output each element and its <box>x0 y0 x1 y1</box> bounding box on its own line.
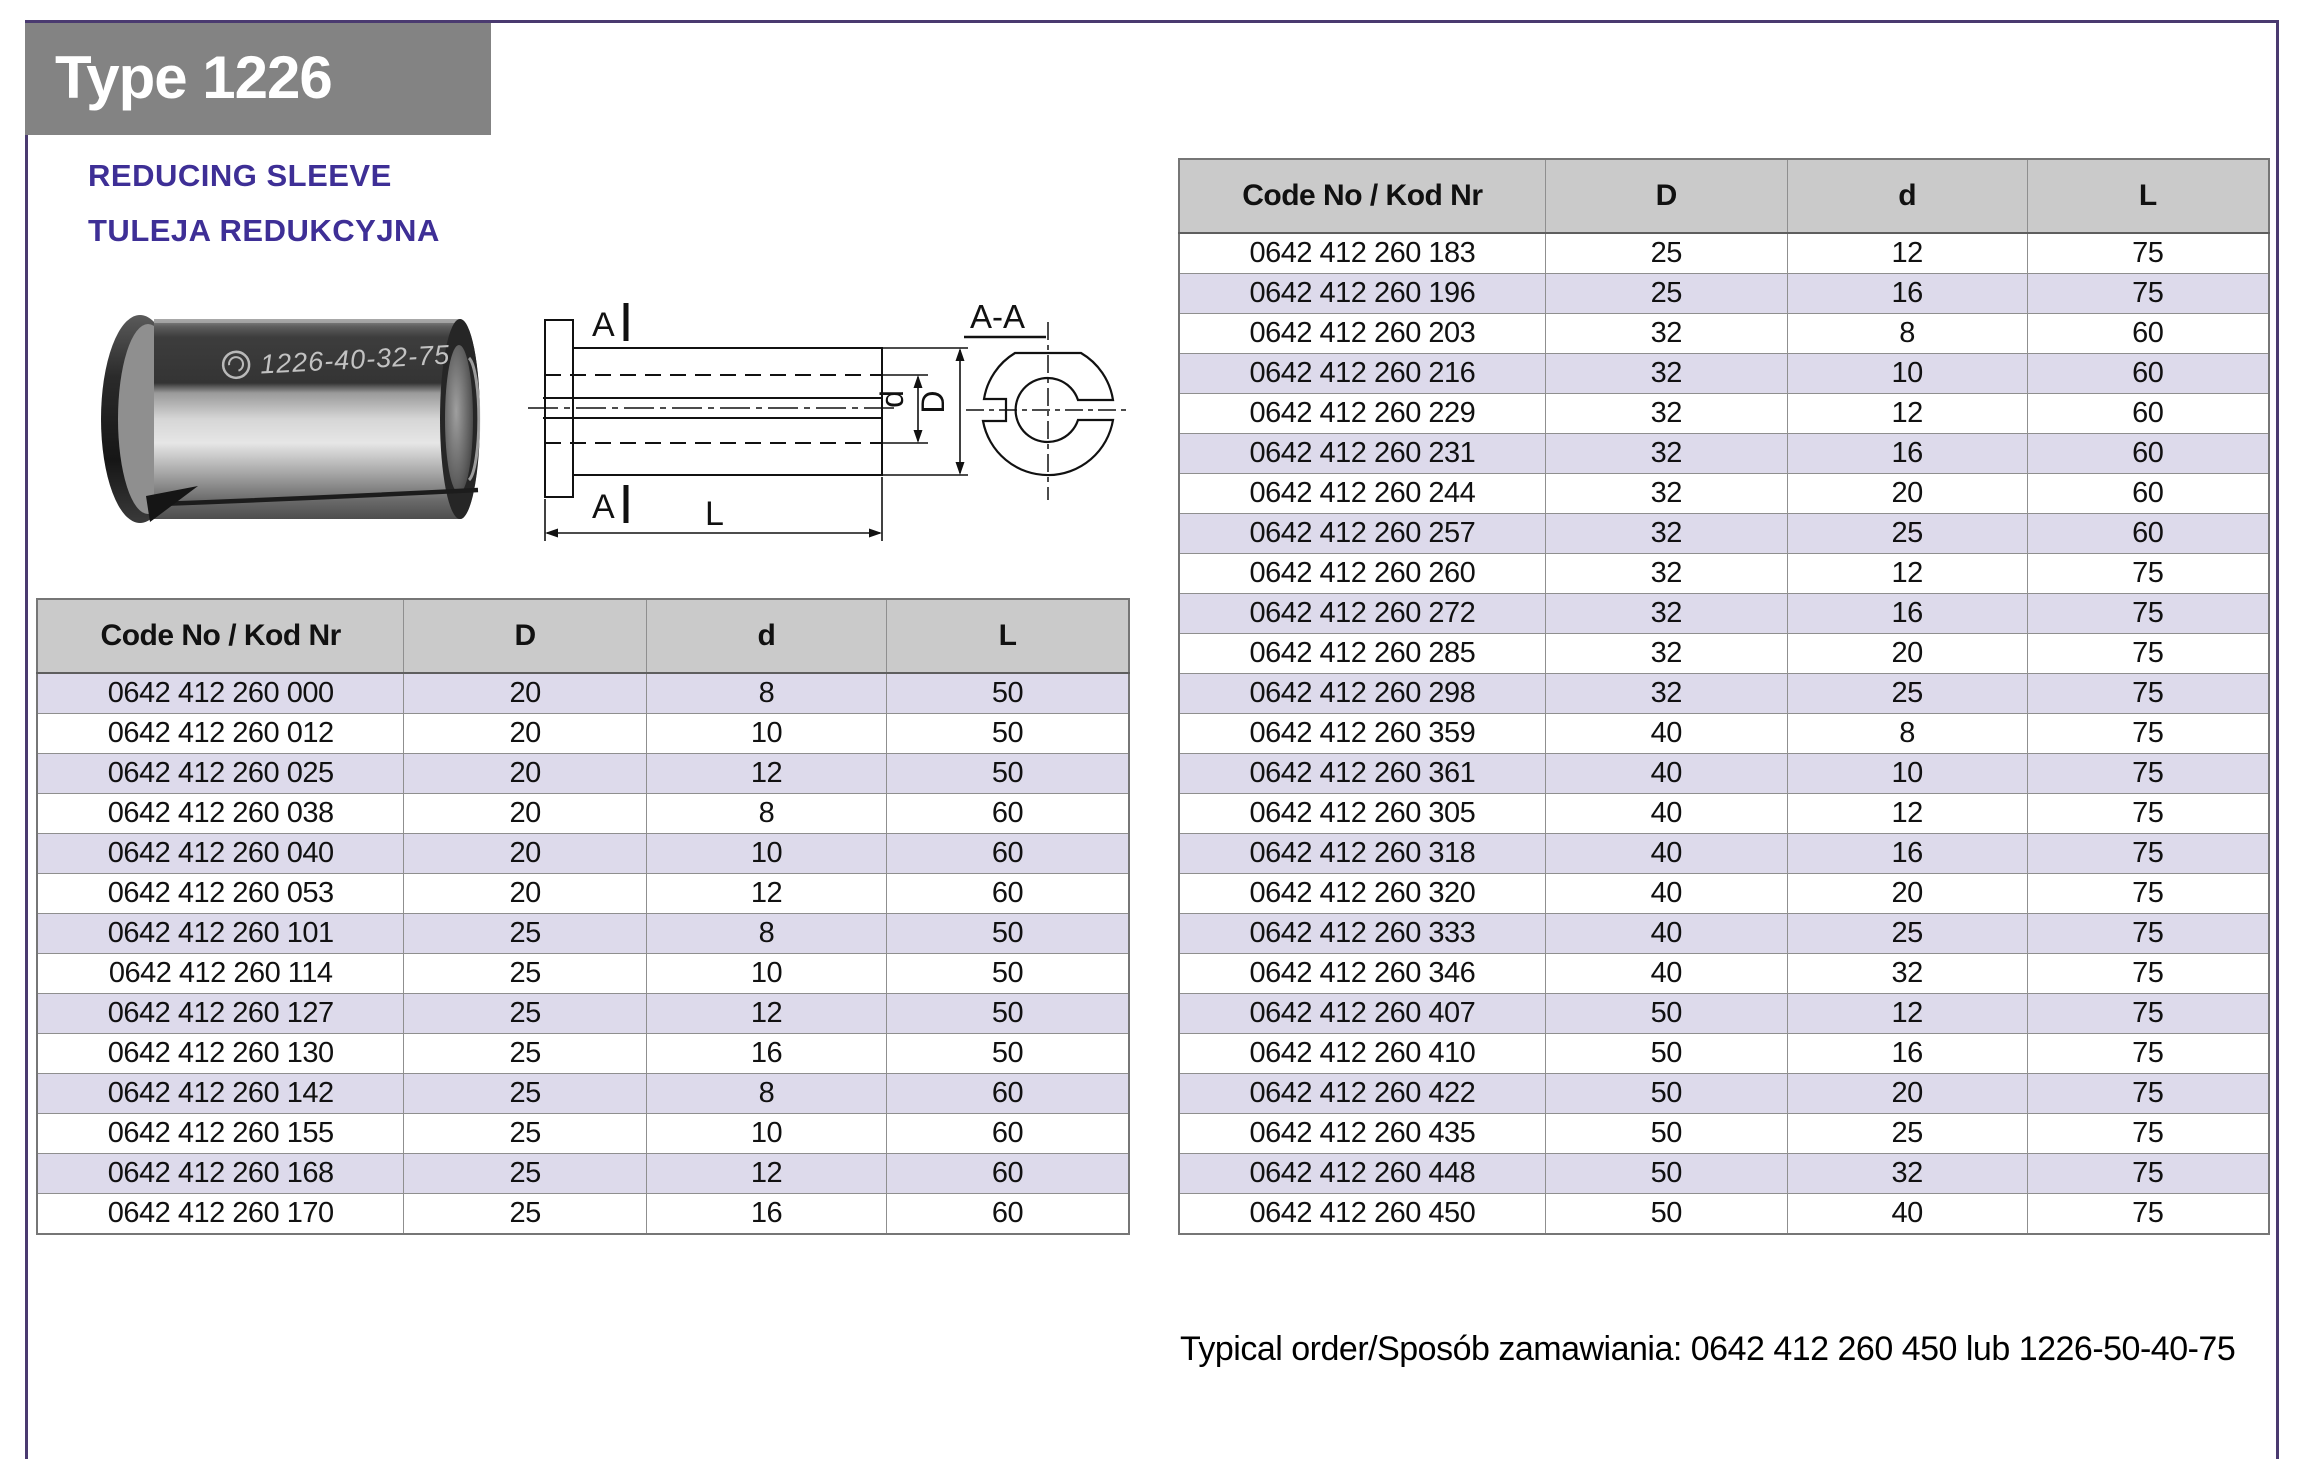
value-cell: 8 <box>1787 714 2027 754</box>
dim-label-L: L <box>705 495 724 533</box>
col-header-D: D <box>1545 159 1787 233</box>
value-cell: 32 <box>1545 514 1787 554</box>
table-header-row <box>1179 159 2269 233</box>
table-row <box>1179 314 2269 354</box>
value-cell: 50 <box>1545 1154 1787 1194</box>
value-cell: 12 <box>646 994 886 1034</box>
table-row <box>1179 1194 2269 1235</box>
table-row <box>37 1114 1129 1154</box>
code-cell: 0642 412 260 346 <box>1179 954 1545 994</box>
value-cell: 20 <box>1787 634 2027 674</box>
code-cell: 0642 412 260 422 <box>1179 1074 1545 1114</box>
code-cell: 0642 412 260 435 <box>1179 1114 1545 1154</box>
table-row <box>1179 354 2269 394</box>
code-cell: 0642 412 260 410 <box>1179 1034 1545 1074</box>
value-cell: 40 <box>1545 754 1787 794</box>
value-cell: 60 <box>887 874 1129 914</box>
code-cell: 0642 412 260 183 <box>1179 233 1545 274</box>
value-cell: 50 <box>887 673 1129 714</box>
value-cell: 32 <box>1545 314 1787 354</box>
value-cell: 10 <box>646 714 886 754</box>
code-cell: 0642 412 260 012 <box>37 714 404 754</box>
top-highlight <box>154 319 460 323</box>
code-cell: 0642 412 260 155 <box>37 1114 404 1154</box>
col-header-L: L <box>2027 159 2269 233</box>
code-cell: 0642 412 260 257 <box>1179 514 1545 554</box>
section-label-top: A <box>592 306 615 344</box>
table-row <box>37 794 1129 834</box>
value-cell: 25 <box>1787 1114 2027 1154</box>
table-row <box>37 1074 1129 1114</box>
table-row <box>1179 634 2269 674</box>
code-cell: 0642 412 260 000 <box>37 673 404 714</box>
value-cell: 12 <box>646 754 886 794</box>
value-cell: 12 <box>646 1154 886 1194</box>
table-row <box>37 994 1129 1034</box>
value-cell: 25 <box>404 994 646 1034</box>
code-cell: 0642 412 260 229 <box>1179 394 1545 434</box>
code-cell: 0642 412 260 450 <box>1179 1194 1545 1235</box>
value-cell: 40 <box>1545 874 1787 914</box>
value-cell: 75 <box>2027 754 2269 794</box>
value-cell: 32 <box>1545 354 1787 394</box>
body-outline <box>573 348 882 475</box>
table-row <box>1179 1074 2269 1114</box>
table-row <box>1179 914 2269 954</box>
section-aa-label: A-A <box>970 298 1026 335</box>
value-cell: 60 <box>2027 354 2269 394</box>
code-cell: 0642 412 260 285 <box>1179 634 1545 674</box>
value-cell: 10 <box>646 834 886 874</box>
table-row <box>1179 794 2269 834</box>
dim-label-D: D <box>915 390 951 414</box>
page-frame-left-rule <box>25 20 28 1459</box>
value-cell: 75 <box>2027 914 2269 954</box>
value-cell: 50 <box>1545 1114 1787 1154</box>
value-cell: 75 <box>2027 1034 2269 1074</box>
value-cell: 8 <box>646 914 886 954</box>
value-cell: 25 <box>1545 274 1787 314</box>
value-cell: 12 <box>1787 233 2027 274</box>
code-cell: 0642 412 260 448 <box>1179 1154 1545 1194</box>
table-row <box>1179 874 2269 914</box>
col-header-code: Code No / Kod Nr <box>37 599 404 673</box>
value-cell: 10 <box>1787 754 2027 794</box>
code-cell: 0642 412 260 168 <box>37 1154 404 1194</box>
value-cell: 8 <box>646 1074 886 1114</box>
dimension-table-right <box>1178 158 2270 1235</box>
subtitle-english: REDUCING SLEEVE <box>88 158 392 193</box>
value-cell: 20 <box>1787 474 2027 514</box>
value-cell: 16 <box>1787 434 2027 474</box>
value-cell: 20 <box>404 754 646 794</box>
table-header-row <box>37 599 1129 673</box>
table-row <box>1179 274 2269 314</box>
table-row <box>1179 434 2269 474</box>
value-cell: 60 <box>2027 394 2269 434</box>
table-row <box>37 1194 1129 1235</box>
value-cell: 60 <box>887 1194 1129 1235</box>
value-cell: 60 <box>887 1074 1129 1114</box>
value-cell: 25 <box>1787 514 2027 554</box>
table-row <box>1179 754 2269 794</box>
value-cell: 75 <box>2027 674 2269 714</box>
col-header-code: Code No / Kod Nr <box>1179 159 1545 233</box>
value-cell: 25 <box>404 914 646 954</box>
value-cell: 50 <box>887 714 1129 754</box>
value-cell: 75 <box>2027 233 2269 274</box>
value-cell: 75 <box>2027 274 2269 314</box>
title-band <box>25 23 491 135</box>
table-row <box>37 914 1129 954</box>
value-cell: 32 <box>1545 554 1787 594</box>
table-row <box>1179 994 2269 1034</box>
value-cell: 12 <box>1787 794 2027 834</box>
value-cell: 20 <box>404 874 646 914</box>
value-cell: 75 <box>2027 874 2269 914</box>
table-row <box>1179 674 2269 714</box>
value-cell: 40 <box>1545 794 1787 834</box>
value-cell: 25 <box>404 954 646 994</box>
code-cell: 0642 412 260 142 <box>37 1074 404 1114</box>
code-cell: 0642 412 260 333 <box>1179 914 1545 954</box>
value-cell: 8 <box>646 794 886 834</box>
value-cell: 25 <box>1545 233 1787 274</box>
value-cell: 50 <box>887 1034 1129 1074</box>
code-cell: 0642 412 260 127 <box>37 994 404 1034</box>
code-cell: 0642 412 260 272 <box>1179 594 1545 634</box>
value-cell: 75 <box>2027 714 2269 754</box>
page-title: Type 1226 <box>55 44 332 112</box>
table-row <box>1179 1114 2269 1154</box>
table-row <box>1179 834 2269 874</box>
value-cell: 32 <box>1787 1154 2027 1194</box>
value-cell: 60 <box>887 834 1129 874</box>
table-row <box>37 834 1129 874</box>
dim-label-d: d <box>874 390 910 408</box>
table-row <box>1179 1154 2269 1194</box>
value-cell: 50 <box>1545 1194 1787 1235</box>
value-cell: 75 <box>2027 1194 2269 1235</box>
value-cell: 20 <box>404 673 646 714</box>
table-row <box>37 954 1129 994</box>
value-cell: 40 <box>1545 914 1787 954</box>
table-row <box>1179 554 2269 594</box>
table-row <box>1179 714 2269 754</box>
value-cell: 16 <box>1787 1034 2027 1074</box>
value-cell: 60 <box>887 794 1129 834</box>
table-row <box>1179 1034 2269 1074</box>
value-cell: 75 <box>2027 634 2269 674</box>
value-cell: 75 <box>2027 594 2269 634</box>
table-row <box>37 714 1129 754</box>
value-cell: 50 <box>887 914 1129 954</box>
value-cell: 75 <box>2027 1074 2269 1114</box>
code-cell: 0642 412 260 407 <box>1179 994 1545 1034</box>
value-cell: 16 <box>1787 274 2027 314</box>
code-cell: 0642 412 260 305 <box>1179 794 1545 834</box>
code-cell: 0642 412 260 203 <box>1179 314 1545 354</box>
value-cell: 25 <box>1787 674 2027 714</box>
dimension-table-left <box>36 598 1130 1235</box>
value-cell: 12 <box>1787 994 2027 1034</box>
code-cell: 0642 412 260 114 <box>37 954 404 994</box>
value-cell: 32 <box>1545 474 1787 514</box>
value-cell: 16 <box>1787 834 2027 874</box>
value-cell: 20 <box>404 794 646 834</box>
value-cell: 16 <box>1787 594 2027 634</box>
value-cell: 60 <box>2027 474 2269 514</box>
value-cell: 75 <box>2027 834 2269 874</box>
value-cell: 32 <box>1545 594 1787 634</box>
table-row <box>1179 514 2269 554</box>
value-cell: 40 <box>1787 1194 2027 1235</box>
page-frame-right-rule <box>2276 20 2279 1459</box>
code-cell: 0642 412 260 318 <box>1179 834 1545 874</box>
code-cell: 0642 412 260 196 <box>1179 274 1545 314</box>
side-view-drawing <box>520 285 1000 585</box>
value-cell: 40 <box>1545 714 1787 754</box>
value-cell: 60 <box>2027 314 2269 354</box>
code-cell: 0642 412 260 260 <box>1179 554 1545 594</box>
value-cell: 75 <box>2027 994 2269 1034</box>
value-cell: 20 <box>1787 874 2027 914</box>
table-row <box>37 673 1129 714</box>
value-cell: 10 <box>646 1114 886 1154</box>
engraved-code: 1226-40-32-75 <box>259 339 451 380</box>
value-cell: 12 <box>1787 554 2027 594</box>
value-cell: 25 <box>404 1114 646 1154</box>
code-cell: 0642 412 260 038 <box>37 794 404 834</box>
table-row <box>1179 954 2269 994</box>
value-cell: 50 <box>1545 994 1787 1034</box>
value-cell: 25 <box>404 1154 646 1194</box>
value-cell: 25 <box>404 1034 646 1074</box>
value-cell: 20 <box>404 834 646 874</box>
product-photo <box>88 288 513 560</box>
typical-order-note: Typical order/Sposób zamawiania: 0642 412 260 450 lub 1226-50-40-75 <box>1180 1330 2236 1368</box>
value-cell: 60 <box>2027 514 2269 554</box>
code-cell: 0642 412 260 320 <box>1179 874 1545 914</box>
section-view <box>950 288 1160 533</box>
code-cell: 0642 412 260 101 <box>37 914 404 954</box>
value-cell: 12 <box>1787 394 2027 434</box>
value-cell: 60 <box>887 1114 1129 1154</box>
value-cell: 75 <box>2027 1114 2269 1154</box>
code-cell: 0642 412 260 053 <box>37 874 404 914</box>
value-cell: 32 <box>1545 434 1787 474</box>
section-aa-drawing <box>950 288 1160 533</box>
value-cell: 60 <box>2027 434 2269 474</box>
table-row <box>1179 394 2269 434</box>
value-cell: 60 <box>887 1154 1129 1194</box>
reducing-sleeve-photo <box>88 288 513 560</box>
code-cell: 0642 412 260 298 <box>1179 674 1545 714</box>
value-cell: 50 <box>1545 1034 1787 1074</box>
value-cell: 16 <box>646 1034 886 1074</box>
value-cell: 16 <box>646 1194 886 1235</box>
code-cell: 0642 412 260 216 <box>1179 354 1545 394</box>
value-cell: 10 <box>1787 354 2027 394</box>
section-label-bottom: A <box>592 488 615 526</box>
code-cell: 0642 412 260 170 <box>37 1194 404 1235</box>
value-cell: 10 <box>646 954 886 994</box>
value-cell: 40 <box>1545 834 1787 874</box>
value-cell: 50 <box>1545 1074 1787 1114</box>
value-cell: 32 <box>1545 674 1787 714</box>
value-cell: 8 <box>646 673 886 714</box>
value-cell: 40 <box>1545 954 1787 994</box>
value-cell: 25 <box>404 1194 646 1235</box>
col-header-d: d <box>1787 159 2027 233</box>
technical-drawing <box>520 285 1000 585</box>
value-cell: 75 <box>2027 794 2269 834</box>
value-cell: 75 <box>2027 954 2269 994</box>
value-cell: 75 <box>2027 554 2269 594</box>
table-row <box>1179 233 2269 274</box>
code-cell: 0642 412 260 025 <box>37 754 404 794</box>
table-row <box>1179 594 2269 634</box>
value-cell: 25 <box>404 1074 646 1114</box>
value-cell: 32 <box>1787 954 2027 994</box>
col-header-L: L <box>887 599 1129 673</box>
value-cell: 50 <box>887 994 1129 1034</box>
table-row <box>37 754 1129 794</box>
value-cell: 8 <box>1787 314 2027 354</box>
col-header-d: d <box>646 599 886 673</box>
subtitle-polish: TULEJA REDUKCYJNA <box>88 213 440 248</box>
col-header-D: D <box>404 599 646 673</box>
code-cell: 0642 412 260 231 <box>1179 434 1545 474</box>
value-cell: 50 <box>887 954 1129 994</box>
value-cell: 32 <box>1545 394 1787 434</box>
table-row <box>37 874 1129 914</box>
value-cell: 20 <box>404 714 646 754</box>
value-cell: 20 <box>1787 1074 2027 1114</box>
code-cell: 0642 412 260 130 <box>37 1034 404 1074</box>
code-cell: 0642 412 260 359 <box>1179 714 1545 754</box>
value-cell: 25 <box>1787 914 2027 954</box>
code-cell: 0642 412 260 361 <box>1179 754 1545 794</box>
table-row <box>37 1154 1129 1194</box>
code-cell: 0642 412 260 244 <box>1179 474 1545 514</box>
value-cell: 32 <box>1545 634 1787 674</box>
table-row <box>37 1034 1129 1074</box>
code-cell: 0642 412 260 040 <box>37 834 404 874</box>
value-cell: 75 <box>2027 1154 2269 1194</box>
table-row <box>1179 474 2269 514</box>
value-cell: 12 <box>646 874 886 914</box>
value-cell: 50 <box>887 754 1129 794</box>
